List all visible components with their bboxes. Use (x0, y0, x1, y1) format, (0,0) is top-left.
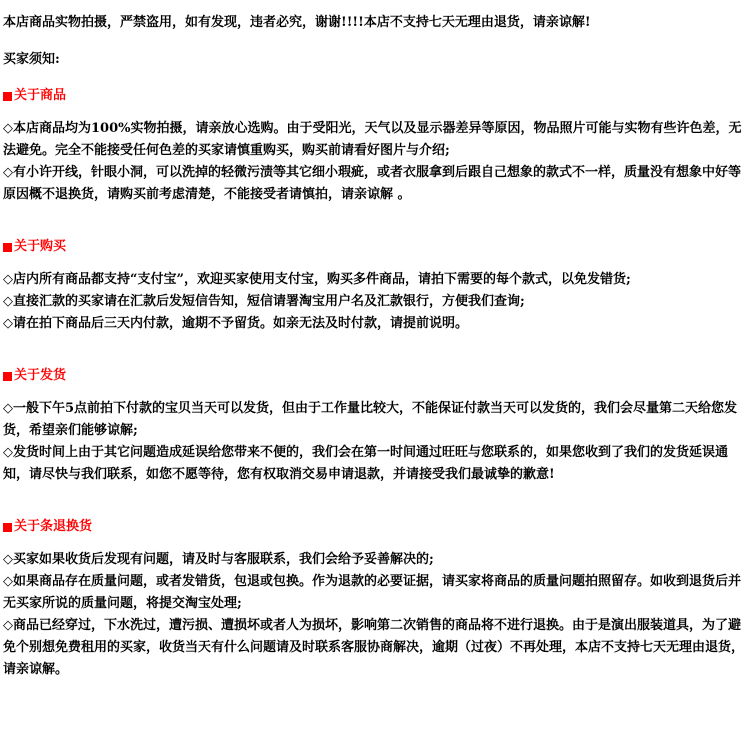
red-square-icon (3, 523, 12, 532)
section-about-purchase (3, 236, 744, 335)
section-title-text: 关于条退换货 (14, 519, 93, 534)
section-title-shipping (3, 365, 744, 387)
section-title-purchase (3, 236, 744, 258)
section-title-text: 关于商品 (14, 88, 67, 103)
red-square-icon (3, 92, 12, 101)
section-body (3, 118, 744, 206)
buyer-notice-heading: 买家须知: (3, 52, 60, 67)
section-body (3, 398, 744, 486)
paragraph: ◇店内所有商品都支持“支付宝”，欢迎买家使用支付宝，购买多件商品，请拍下需要的每个款式，以免发错货; (3, 272, 631, 287)
paragraph: ◇本店商品均为100%实物拍摄，请亲放心选购。由于受阳光，天气以及显示器差异等原因，物品照片可能与实物有些许色差，无法避免。完全不能接受任何色差的买家请慎重购买，购买前请看好图片与介绍; (3, 121, 742, 158)
section-title-text: 关于购买 (14, 239, 67, 254)
paragraph: ◇一般下午5点前拍下付款的宝贝当天可以发货，但由于工作量比较大，不能保证付款当天可以发货的，我们会尽量第二天给您发货，希望亲们能够谅解; (3, 401, 738, 438)
paragraph: ◇有小许开线，针眼小洞，可以洗掉的轻微污渍等其它细小瑕疵，或者衣服拿到后跟自己想象的款式不一样，质量没有想象中好等原因概不退换货，请购买前考虑清楚，不能接受者请慎拍，请亲谅解 。 (3, 165, 741, 202)
paragraph: ◇买家如果收货后发现有问题，请及时与客服联系，我们会给予妥善解决的; (3, 552, 434, 567)
section-about-shipping (3, 365, 744, 486)
red-square-icon (3, 372, 12, 381)
store-notice: 本店商品实物拍摄，严禁盗用，如有发现，违者必究，谢谢!!!!本店不支持七天无理由退货，请亲谅解! (3, 15, 591, 30)
section-title-text: 关于发货 (14, 368, 67, 383)
paragraph: ◇如果商品存在质量问题，或者发错货，包退或包换。作为退款的必要证据，请买家将商品的质量问题拍照留存。如收到退货后并无买家所说的质量问题，将提交淘宝处理; (3, 574, 741, 611)
section-title-products (3, 85, 744, 107)
red-square-icon (3, 243, 12, 252)
paragraph: ◇商品已经穿过，下水洗过，遭污损、遭损坏或者人为损坏，影响第二次销售的商品将不进行退换。由于是演出服装道具，为了避免个别想免费租用的买家，收货当天有什么问题请及时联系客服协商解决，逾期（过夜）不再处理，本店不支持七天无理由退货，请亲谅解。 (3, 618, 745, 677)
paragraph: ◇请在拍下商品后三天内付款，逾期不予留货。如亲无法及时付款，请提前说明。 (3, 316, 468, 331)
section-body (3, 269, 744, 335)
section-body (3, 549, 744, 681)
paragraph: ◇直接汇款的买家请在汇款后发短信告知，短信请署淘宝用户名及汇款银行，方便我们查询; (3, 294, 525, 309)
section-title-returns (3, 516, 744, 538)
section-about-returns (3, 516, 744, 681)
section-about-products (3, 85, 744, 206)
paragraph: ◇发货时间上由于其它问题造成延误给您带来不便的，我们会在第一时间通过旺旺与您联系的，如果您收到了我们的发货延误通知，请尽快与我们联系，如您不愿等待，您有权取消交易申请退款，并请接受我们最诚挚的歉意! (3, 445, 728, 482)
